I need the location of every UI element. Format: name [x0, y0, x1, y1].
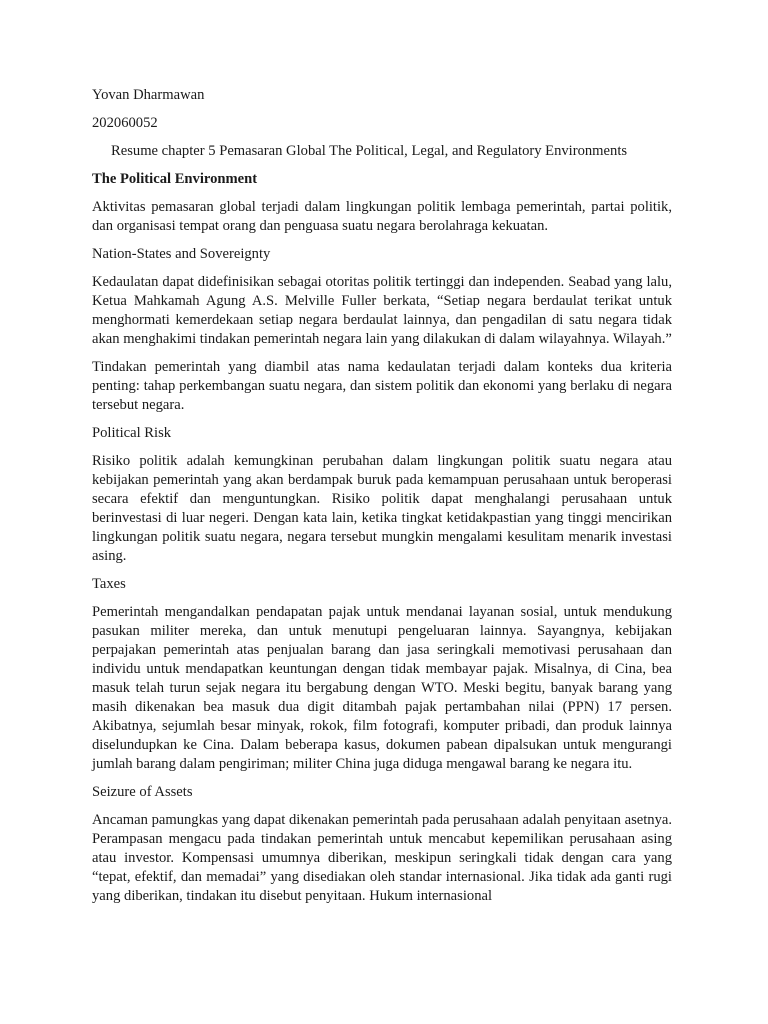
- author-name: Yovan Dharmawan: [92, 87, 205, 103]
- paragraph-sovereignty-1: Kedaulatan dapat didefinisikan sebagai otoritas politik tertinggi dan independen. Seabad yang lalu, Ketua Mahkamah Agung A.S. Melville Fuller berkata, “Setiap negara berdaulat terikat untuk menghormati kemerdekaan setiap negara berdaulat lainnya, dan pengadilan di satu negara tidak akan menghakimi tindakan pemerintah negara lain yang dilakukan di dalam wilayahnya. Wilayah.”: [92, 274, 672, 347]
- subheading-taxes: Taxes: [92, 576, 126, 592]
- document-page: [92, 86, 672, 915]
- subheading-political-risk: Political Risk: [92, 425, 172, 441]
- subheading-nation-states: Nation-States and Sovereignty: [92, 246, 271, 262]
- section-heading-political-environment: The Political Environment: [92, 171, 258, 187]
- paragraph-taxes: Pemerintah mengandalkan pendapatan pajak untuk mendanai layanan sosial, untuk mendukung pasukan militer mereka, dan untuk menutupi pengeluaran lainnya. Sayangnya, kebijakan perpajakan pemerintah atas penjualan barang dan jasa seringkali memotivasi perusahaan dan individu untuk mendapatkan keuntungan dengan tidak membayar pajak. Misalnya, di Cina, bea masuk telah turun sejak negara itu bergabung dengan WTO. Meski begitu, banyak barang yang masih dikenakan bea masuk dua digit ditambah pajak pertambahan nilai (PPN) 17 persen. Akibatnya, sejumlah besar minyak, rokok, film fotografi, komputer pribadi, dan produk lainnya diselundupkan ke Cina. Dalam beberapa kasus, dokumen pabean dipalsukan untuk mengurangi jumlah barang dalam pengiriman; militer China juga diduga mengawal barang ke negara itu.: [92, 604, 672, 772]
- paragraph-political-risk: Risiko politik adalah kemungkinan perubahan dalam lingkungan politik suatu negara atau kebijakan pemerintah yang akan berdampak buruk pada kemampuan perusahaan untuk beroperasi secara efektif dan menguntungkan. Risiko politik dapat menghalangi perusahaan untuk berinvestasi di luar negeri. Dengan kata lain, ketika tingkat ketidakpastian yang tinggi mencirikan lingkungan politik suatu negara, negara tersebut mungkin mengalami kesulitam menarik investasi asing.: [92, 453, 672, 564]
- paragraph-seizure-of-assets: Ancaman pamungkas yang dapat dikenakan pemerintah pada perusahaan adalah penyitaan asetnya. Perampasan mengacu pada tindakan pemerintah untuk mencabut kepemilikan perusahaan asing atau investor. Kompensasi umumnya diberikan, meskipun seringkali tidak dengan cara yang “tepat, efektif, dan memadai” yang disediakan oleh standar internasional. Jika tidak ada ganti rugi yang diberikan, tindakan itu disebut penyitaan. Hukum internasional: [92, 812, 672, 904]
- paragraph-sovereignty-2: Tindakan pemerintah yang diambil atas nama kedaulatan terjadi dalam konteks dua kriteria penting: tahap perkembangan suatu negara, dan sistem politik dan ekonomi yang berlaku di negara tersebut negara.: [92, 359, 672, 413]
- student-id: 202060052: [92, 115, 158, 131]
- document-title: Resume chapter 5 Pemasaran Global The Political, Legal, and Regulatory Environments: [111, 143, 628, 159]
- subheading-seizure-of-assets: Seizure of Assets: [92, 784, 193, 800]
- intro-paragraph: Aktivitas pemasaran global terjadi dalam lingkungan politik lembaga pemerintah, partai politik, dan organisasi tempat orang dan penguasa suatu negara berolahraga kekuatan.: [92, 199, 672, 234]
